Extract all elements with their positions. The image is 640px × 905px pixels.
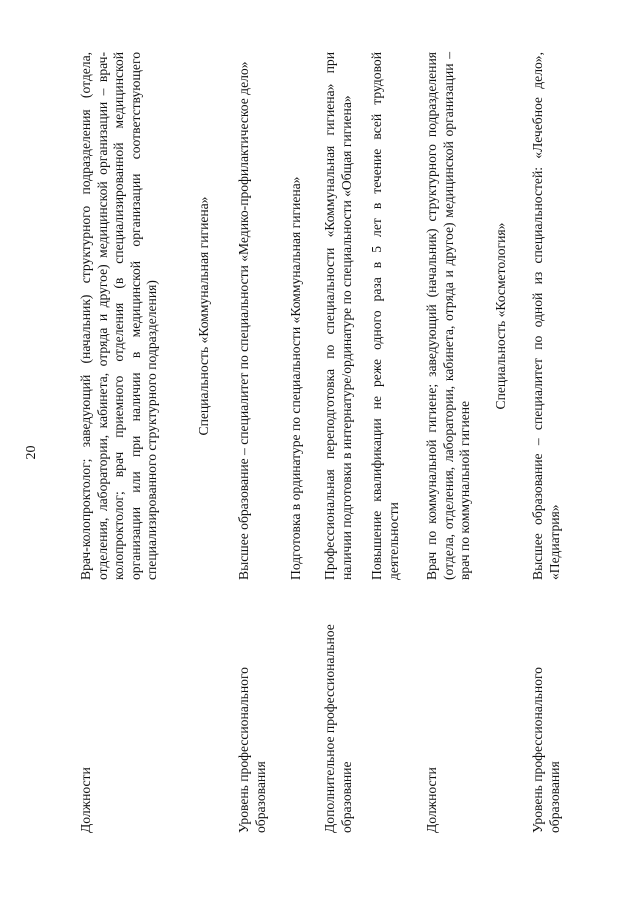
value-education-level-2: Высшее образование – специалитет по одной из специальностей: «Лечебное дело», «Педиатрия»	[530, 52, 562, 580]
specialty-heading-cosmetology: Специальность «Косметология»	[493, 222, 508, 410]
label-education-level-2: Уровень профессионального образования	[530, 667, 562, 833]
value-residency: Подготовка в ординатуре по специальности «Коммунальная гигиена»	[288, 176, 303, 580]
label-additional-education: Дополнительное профессиональное образование	[322, 624, 354, 833]
page-number: 20	[24, 445, 39, 460]
value-positions-2: Врач по коммунальной гигиене; заведующий (начальник) структурного подразделения (отдела, отделения, лаборатории, кабинета, отряда и другое) медицинской организации – врач по коммунальной гигиене	[424, 52, 473, 580]
value-retraining: Профессиональная переподготовка по специальности «Коммунальная гигиена» при наличии подготовки в интернатуре/ординатуре по специальности «Общая гигиена»	[322, 52, 354, 580]
label-education-level-1: Уровень профессионального образования	[236, 667, 268, 833]
value-education-level-1: Высшее образование – специалитет по специальности «Медико-профилактическое дело»	[236, 61, 251, 580]
value-qualification: Повышение квалификации не реже одного раза в 5 лет в течение всей трудовой деятельности	[369, 52, 401, 580]
value-positions-1: Врач-колопроктолог; заведующий (начальник) структурного подразделения (отдела, отделения, лаборатории, кабинета, отряда и другое) медицинской организации – врач-колопроктолог; врач приемного отделения (в специализированной медицинской организации или при наличии в медицинской организации соответствующего специализированного структурного подразделения)	[78, 52, 160, 580]
specialty-heading-communal-hygiene: Специальность «Коммунальная гигиена»	[196, 196, 211, 436]
label-positions-1: Должности	[78, 767, 93, 833]
label-positions-2: Должности	[424, 767, 439, 833]
